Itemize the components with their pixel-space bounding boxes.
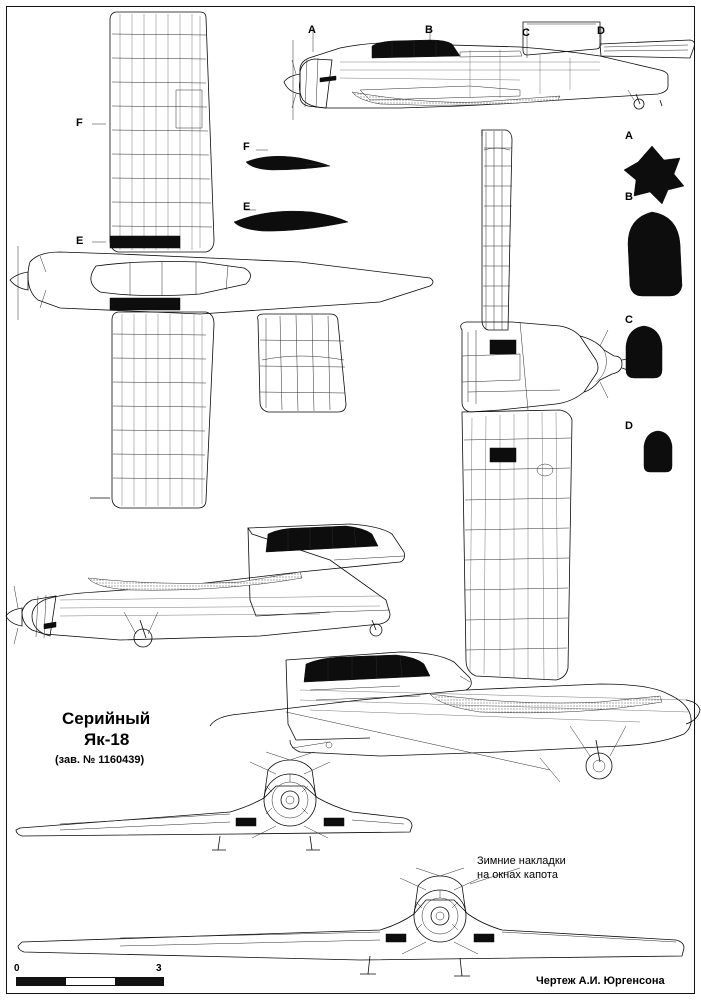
section-marker-C-right: C [625,314,634,326]
section-marker-E-left: E [76,235,84,247]
view-plan-right [461,130,642,680]
drawing-serial-number: (зав. № 1160439) [55,754,145,766]
section-marker-A-top: A [308,24,317,36]
airfoil-label-E: E [243,201,251,213]
view-side-upper-right [284,22,695,120]
section-marker-D-top: D [597,25,606,37]
section-marker-C-top: C [522,27,531,39]
drawing-title-line2: Як-18 [84,730,130,749]
drawing-credit: Чертеж А.И. Юргенсона [536,975,665,987]
airfoil-sections [234,156,348,231]
drawing-title-line1: Серийный [62,709,151,728]
winter-cowl-note-line2: на окнах капота [477,869,558,881]
section-marker-A-right: A [625,130,634,142]
view-front-lower [18,868,684,976]
winter-cowl-note-line1: Зимние накладки [477,855,566,867]
section-marker-D-right: D [625,420,634,432]
airfoil-label-F: F [243,141,250,153]
scale-bar [16,977,164,986]
view-side-lower [210,652,700,782]
section-marker-B-top: B [425,24,434,36]
view-plan-upper-left [10,12,433,508]
view-side-middle-left [6,524,405,647]
section-marker-B-right: B [625,191,634,203]
section-marker-F-left: F [76,117,83,129]
scale-end-label: 3 [156,963,162,974]
scale-start-label: 0 [14,963,20,974]
